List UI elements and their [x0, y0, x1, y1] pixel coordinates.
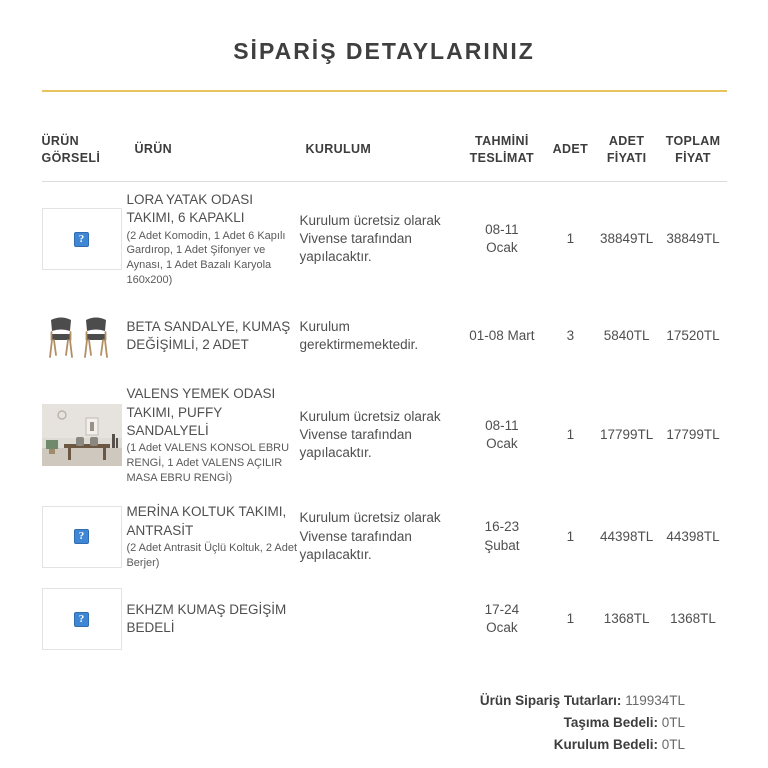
cell-product-image: [42, 296, 127, 376]
dining-room-image: [42, 404, 122, 466]
table-row: [42, 579, 727, 659]
product-thumbnail: [42, 404, 122, 466]
cell-unit-price: 44398TL: [599, 528, 654, 544]
cell-product-name: [126, 494, 299, 579]
order-details-table: [42, 133, 727, 659]
summary-value: 119934TL: [625, 693, 685, 709]
product-title: BETA SANDALYE, KUMAŞ DEĞİŞİMLİ, 2 ADET: [126, 318, 291, 353]
column-header-delivery-line2: TESLİMAT: [469, 150, 535, 165]
table-row: [42, 494, 727, 579]
column-header-quantity: ADET: [547, 133, 594, 182]
cell-total-price: 17799TL: [666, 427, 720, 443]
cell-unit-price: 17799TL: [599, 427, 654, 443]
cell-total-price: 44398TL: [666, 528, 720, 544]
column-header-total-price-line1: TOPLAM: [665, 134, 721, 148]
cell-unit-price: 1368TL: [603, 611, 650, 627]
delivery-line2: Ocak: [486, 240, 518, 256]
page-title: SİPARİŞ DETAYLARINIZ: [233, 38, 535, 64]
broken-image-icon: ?: [74, 612, 89, 627]
column-header-total-price-line2: FİYAT: [675, 150, 711, 165]
order-summary: [480, 690, 685, 756]
product-title: LORA YATAK ODASI TAKIMI, 6 KAPAKLI: [126, 192, 253, 226]
delivery-line1: 16-23: [484, 519, 520, 535]
delivery-line2: Şubat: [484, 537, 520, 553]
cell-product-image: [42, 182, 127, 297]
product-thumbnail: [42, 588, 122, 650]
cell-total-price: 1368TL: [670, 611, 716, 627]
summary-label: Kurulum Bedeli:: [553, 737, 658, 753]
cell-delivery-estimate: [457, 376, 547, 494]
table-header: [42, 133, 727, 182]
column-header-unit-price: [594, 133, 660, 182]
cell-quantity: 1: [566, 427, 575, 443]
product-thumbnail: [42, 305, 122, 367]
delivery-line2: Ocak: [486, 620, 518, 636]
product-subtitle: (1 Adet VALENS KONSOL EBRU RENGİ, 1 Adet VALENS AÇILIR MASA EBRU RENGİ): [126, 442, 290, 484]
column-header-delivery: [457, 133, 547, 182]
product-thumbnail: [42, 506, 122, 568]
product-title: EKHZM KUMAŞ DEGİŞİM BEDELİ: [126, 601, 287, 636]
cell-unit-price: 38849TL: [599, 231, 654, 246]
two-chairs-image: [42, 305, 122, 367]
summary-line-product-total: [480, 690, 685, 712]
table-row: [42, 182, 727, 297]
cell-quantity: 1: [566, 231, 575, 246]
summary-label: Taşıma Bedeli:: [563, 715, 658, 731]
cell-quantity: 1: [566, 611, 575, 627]
summary-value: 0TL: [661, 737, 685, 753]
delivery-line1: 17-24: [484, 601, 520, 617]
delivery-line1: 08-11: [485, 221, 519, 237]
cell-product-name: [126, 182, 299, 297]
cell-total-price: 38849TL: [666, 231, 720, 246]
delivery-line1: 08-11: [485, 417, 519, 433]
cell-delivery-estimate: 01-08 Mart: [469, 328, 535, 344]
cell-quantity: 3: [566, 328, 575, 344]
cell-setup-info: Kurulum ücretsiz olarak Vivense tarafından yapılacaktır.: [299, 510, 441, 562]
broken-image-icon: ?: [74, 529, 89, 544]
product-subtitle: (2 Adet Antrasit Üçlü Koltuk, 2 Adet Berjer): [126, 541, 298, 569]
broken-image-icon: ?: [74, 232, 89, 247]
order-table-container: [42, 92, 727, 659]
product-title: VALENS YEMEK ODASI TAKIMI, PUFFY SANDALYELİ: [126, 386, 276, 438]
cell-unit-price: 5840TL: [603, 328, 650, 344]
column-header-product-image-line2: GÖRSELİ: [41, 150, 101, 165]
cell-product-name: [126, 579, 299, 659]
column-header-product: ÜRÜN: [126, 133, 299, 182]
product-thumbnail: [42, 208, 122, 270]
summary-line-setup: [480, 734, 685, 756]
column-header-product-image-line1: ÜRÜN: [41, 134, 80, 148]
cell-product-image: [42, 376, 127, 494]
cell-setup-info: Kurulum ücretsiz olarak Vivense tarafından yapılacaktır.: [299, 212, 441, 265]
summary-line-shipping: [480, 712, 685, 734]
column-header-product-image: [42, 133, 127, 182]
cell-total-price: 17520TL: [666, 328, 720, 344]
cell-product-image: [42, 579, 127, 659]
cell-product-name: [126, 376, 299, 494]
column-header-delivery-line1: TAHMİNİ: [475, 134, 529, 148]
column-header-total-price: [660, 133, 727, 182]
table-body: [42, 182, 727, 660]
column-header-unit-price-line2: FİYATI: [606, 150, 647, 165]
cell-quantity: 1: [566, 528, 575, 544]
table-row: [42, 376, 727, 494]
cell-setup-info: [300, 579, 457, 659]
product-title: MERİNA KOLTUK TAKIMI, ANTRASİT: [126, 504, 287, 538]
table-header-row: [42, 133, 727, 182]
product-subtitle: (2 Adet Komodin, 1 Adet 6 Kapılı Gardırop, 1 Adet Şifonyer ve Aynası, 1 Adet Bazalı Karyola 160x200): [126, 229, 286, 286]
summary-value: 0TL: [661, 715, 685, 731]
cell-delivery-estimate: [457, 494, 547, 579]
cell-setup-info: Kurulum ücretsiz olarak Vivense tarafından yapılacaktır.: [299, 408, 441, 461]
delivery-line2: Ocak: [486, 436, 518, 452]
cell-setup-info: Kurulum gerektirmemektedir.: [299, 319, 419, 353]
cell-delivery-estimate: [457, 182, 547, 297]
cell-delivery-estimate: [457, 579, 547, 659]
column-header-setup: KURULUM: [300, 133, 457, 182]
column-header-unit-price-line1: ADET: [608, 134, 645, 148]
summary-label: Ürün Sipariş Tutarları:: [479, 693, 622, 709]
table-row: [42, 296, 727, 376]
cell-product-name: [126, 296, 299, 376]
cell-product-image: [42, 494, 127, 579]
